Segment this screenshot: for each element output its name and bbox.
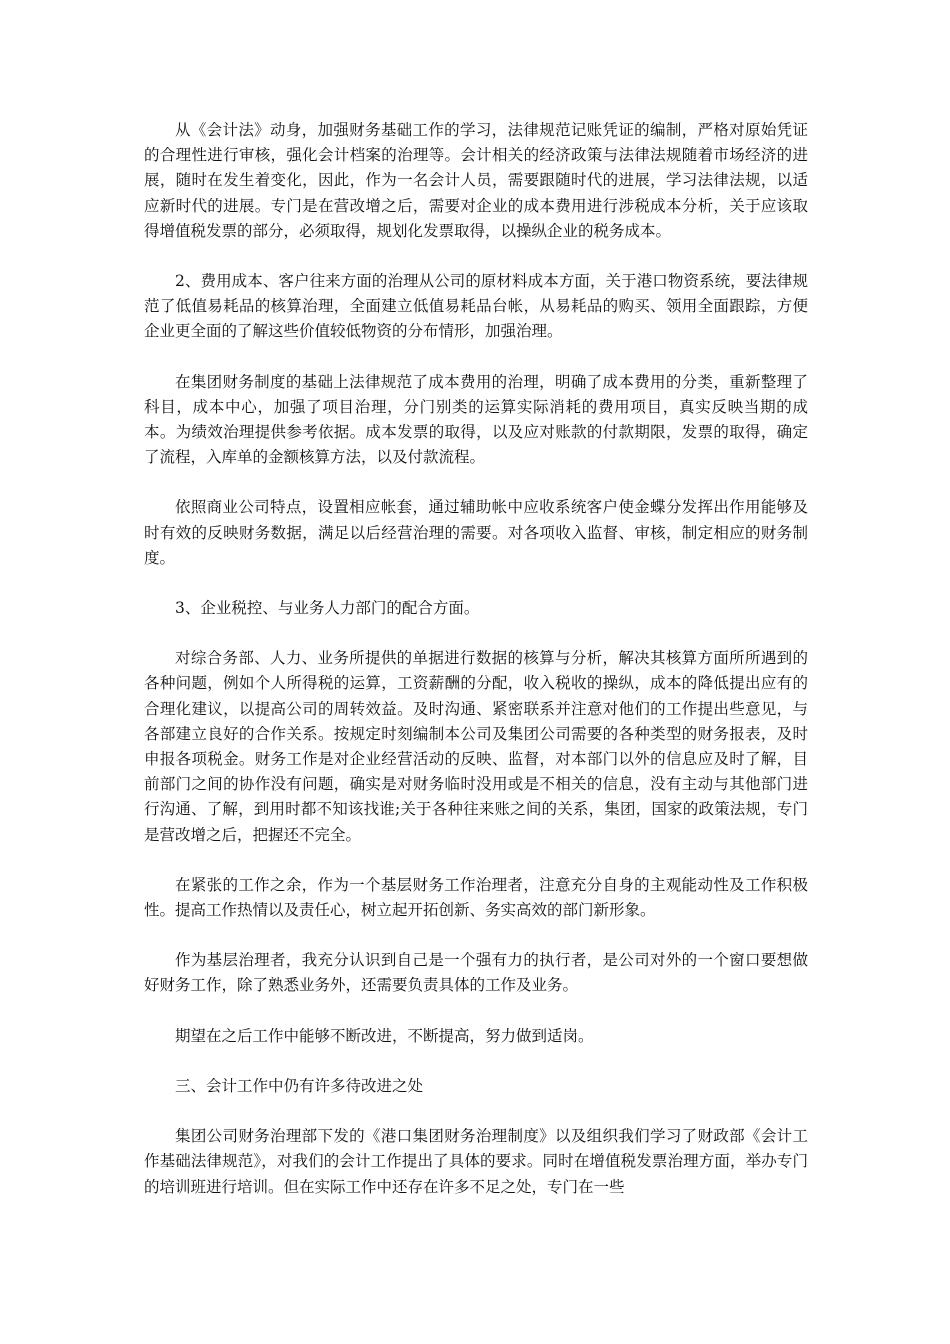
paragraph-accounting-law: 从《会计法》动身，加强财务基础工作的学习，法律规范记账凭证的编制，严格对原始凭证的合理性进行审核，强化会计档案的治理等。会计相关的经济政策与法律法规随着市场经济的进展，随时在发生着变化，因此，作为一名会计人员，需要跟随时代的进展，学习法律法规，以适应新时代的进展。专门是在营改增之后，需要对企业的成本费用进行涉税成本分析，关于应该取得增值税发票的部分，必须取得，规划化发票取得，以操纵企业的税务成本。 [144,121,808,240]
section-heading-improvements: 三、会计工作中仍有许多待改进之处 [175,1076,424,1095]
paragraph-group-finance-system: 在集团财务制度的基础上法律规范了成本费用的治理，明确了成本费用的分类，重新整理了科目，成本中心，加强了项目治理，分门别类的运算实际消耗的费用项目，真实反映当期的成本。为绩效治理提供参考依据。成本发票的取得，以及应对账款的付款期限，发票的取得，确定了流程，入库单的金额核算方法，以及付款流程。 [144,372,808,467]
paragraph-account-setup: 依照商业公司特点，设置相应帐套，通过辅助帐中应收系统客户使金蝶分发挥出作用能够及时有效的反映财务数据，满足以后经营治理的需要。对各项收入监督、审核，制定相应的财务制度。 [144,498,808,567]
paragraph-data-analysis: 对综合务部、人力、业务所提供的单据进行数据的核算与分析，解决其核算方面所所遇到的各种问题，例如个人所得税的运算，工资薪酬的分配，收入税收的操纵，成本的降低提出应有的合理化建议，以提高公司的周转效益。及时沟通、紧密联系并注意对他们的工作提出些意见，与各部建立良好的合作关系。按规定时刻编制本公司及集团公司需要的各种类型的财务报表，及时申报各项税金。财务工作是对企业经营活动的反映、监督，对本部门以外的信息应及时了解，目前部门之间的协作没有问题，确实是对财务临时没用或是不相关的信息，没有主动与其他部门进行沟通、了解，到用时都不知该找谁;关于各种往来账之间的关系，集团，国家的政策法规，专门是营改增之后，把握还不完全。 [144,649,808,844]
paragraph-cost-management: 2、费用成本、客户往来方面的治理从公司的原材料成本方面，关于港口物资系统，要法律规范了低值易耗品的核算治理，全面建立低值易耗品台帐，从易耗品的购买、领用全面跟踪，方便企业更全面的了解这些价值较低物资的分布情形，加强治理。 [144,272,808,341]
document-body [144,118,808,1225]
paragraph-group-regulations: 集团公司财务治理部下发的《港口集团财务治理制度》以及组织我们学习了财政部《会计工作基础法律规范》，对我们的会计工作提出了具体的要求。同时在增值税发票治理方面，举办专门的培训班进行培训。但在实际工作中还存在许多不足之处，专门在一些 [144,1127,808,1196]
paragraph-work-attitude: 在紧张的工作之余，作为一个基层财务工作治理者，注意充分自身的主观能动性及工作积极性。提高工作热情以及责任心，树立起开拓创新、务实高效的部门新形象。 [144,875,808,920]
paragraph-executor-role: 作为基层治理者，我充分认识到自己是一个强有力的执行者，是公司对外的一个窗口要想做好财务工作，除了熟悉业务外，还需要负责具体的工作及业务。 [144,951,808,995]
paragraph-expectation: 期望在之后工作中能够不断改进，不断提高，努力做到适岗。 [175,1026,594,1045]
section-heading-tax-control: 3、企业税控、与业务人力部门的配合方面。 [175,599,480,618]
